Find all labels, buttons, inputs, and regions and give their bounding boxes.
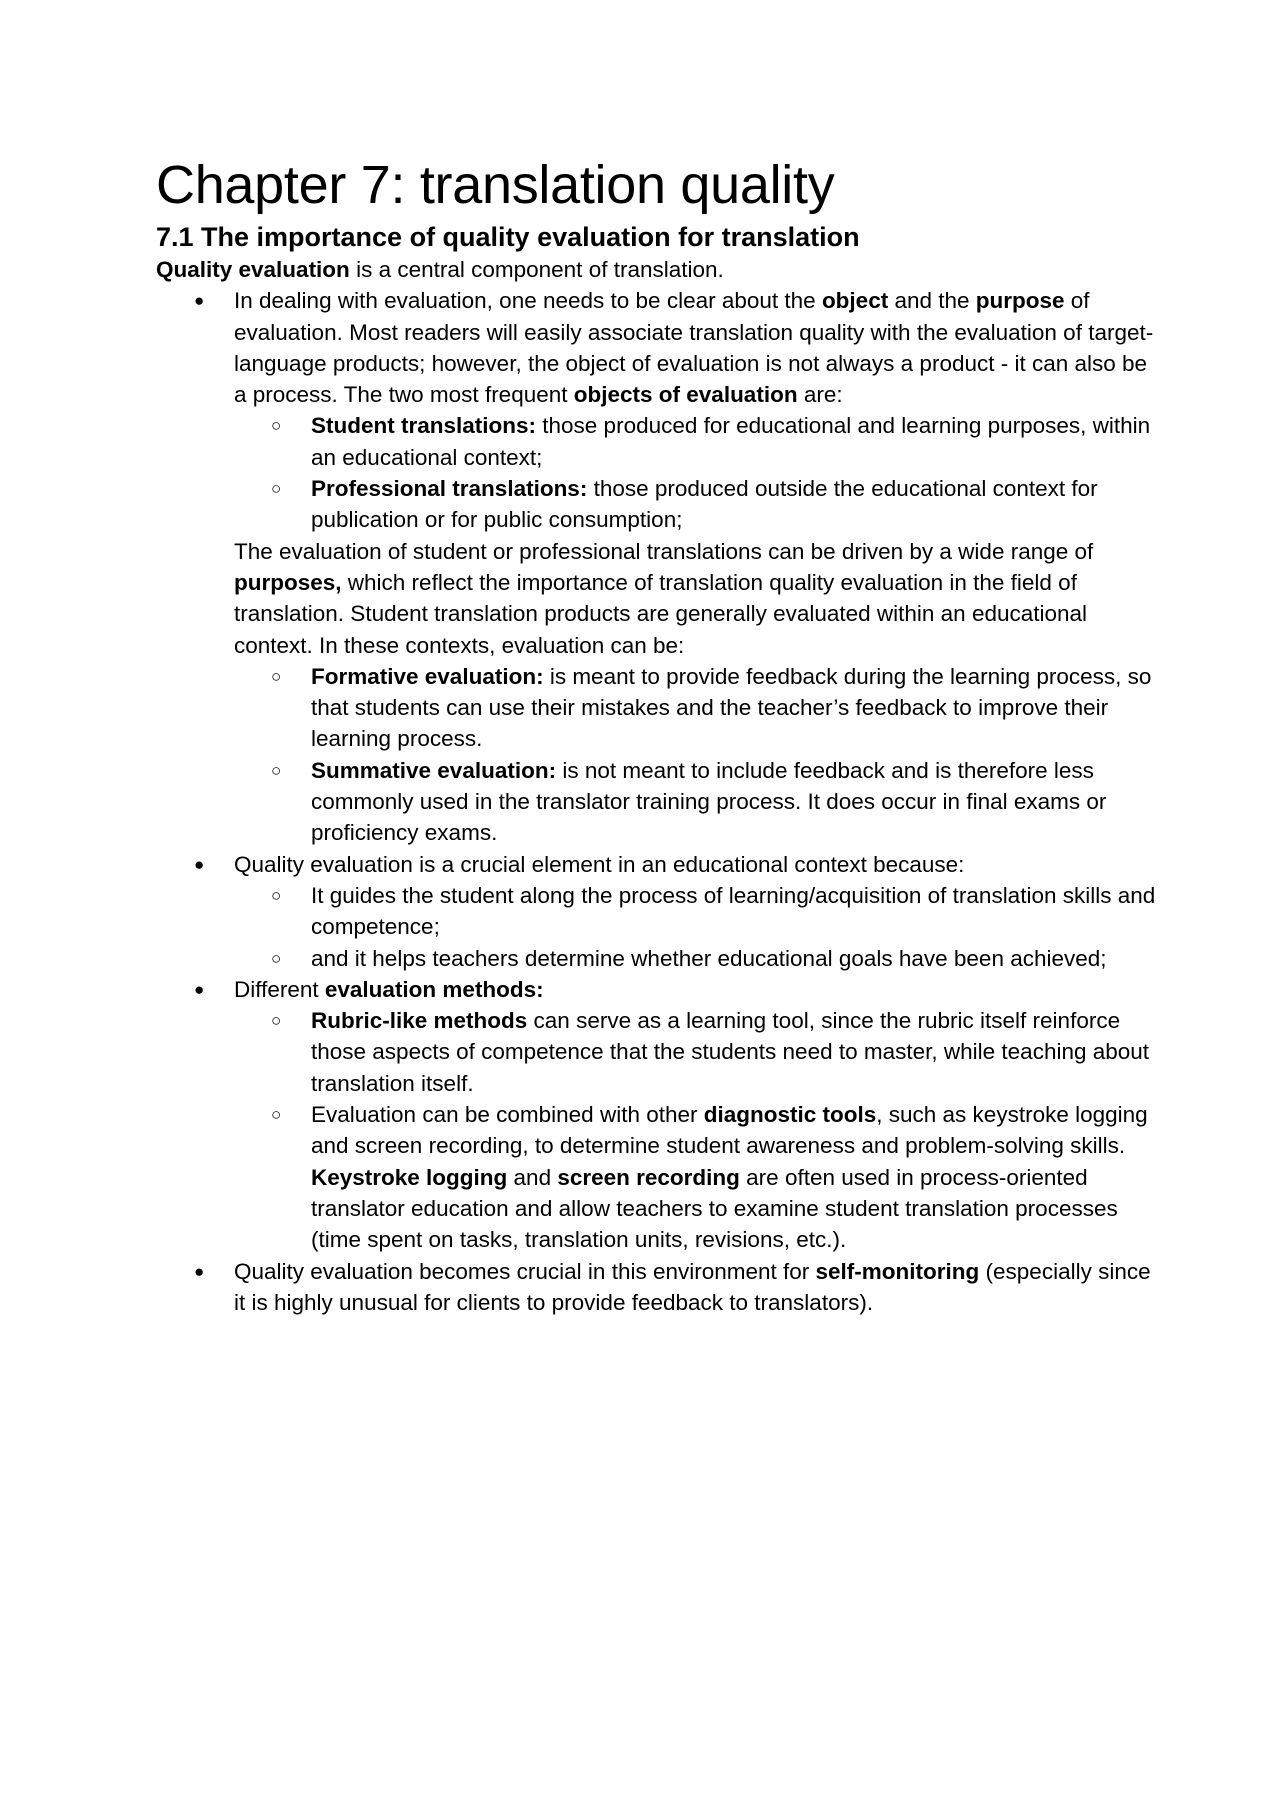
sub-bullet-icon: ○ (271, 416, 282, 436)
bullet-icon: ● (194, 1261, 205, 1281)
sub-list-item (156, 880, 1156, 943)
main-bullet-list (156, 974, 1156, 1005)
text-run: The evaluation of student or professional translations can be driven by a wide range of (234, 538, 1094, 564)
list-item (156, 974, 1156, 1005)
text-run: those produced outside the educational context for publication or for public consumption; (311, 476, 1098, 533)
text-run: Different (234, 976, 325, 1002)
text-run: those produced for educational and learning purposes, within an educational context; (311, 413, 1151, 470)
text-run: is not meant to include feedback and is therefore less commonly used in the translator training process. It does occur in final exams or proficiency exams. (311, 757, 1107, 846)
bold-term: purpose (975, 288, 1065, 314)
sub-bullet-icon: ○ (271, 479, 282, 499)
bullet-icon: ● (194, 979, 205, 999)
text-run: and the (888, 288, 976, 314)
bold-term: Keystroke logging (311, 1164, 508, 1190)
sub-list-item (156, 473, 1156, 536)
sub-list-item (156, 943, 1156, 974)
bold-term: Quality evaluation (156, 257, 350, 282)
bold-term: evaluation methods: (324, 976, 544, 1002)
document-page (156, 152, 1156, 1318)
bold-term: object (821, 288, 889, 314)
sub-bullet-icon: ○ (271, 760, 282, 780)
bullet-icon: ● (194, 854, 205, 874)
bold-term: Student translations: (311, 413, 537, 439)
bold-term: Summative evaluation: (311, 757, 557, 783)
bold-term: objects of evaluation (573, 382, 798, 408)
sub-list-item (156, 1099, 1156, 1255)
sub-list-item (156, 410, 1156, 473)
text-run: Quality evaluation becomes crucial in this environment for (234, 1258, 816, 1284)
bullet-icon: ● (194, 291, 205, 311)
chapter-title: Chapter 7: translation quality (156, 155, 835, 215)
bold-term: Rubric-like methods (311, 1008, 528, 1034)
text-run: In dealing with evaluation, one needs to be clear about the (234, 288, 822, 314)
text-run: is a central component of translation. (349, 257, 724, 282)
sub-bullet-icon: ○ (271, 948, 282, 968)
text-run: , such as keystroke logging and screen recording, to determine student awareness and problem-solving skills. (311, 1102, 1148, 1159)
sub-bullet-icon: ○ (271, 1105, 282, 1125)
text-run: of evaluation. Most readers will easily associate translation quality with the evaluation of target-language products; however, the object of evaluation is not always a product - it can also be a process. The two most frequent (234, 288, 1154, 408)
sub-bullet-list (156, 880, 1156, 974)
sub-bullet-list (156, 661, 1156, 849)
sub-list-item (156, 755, 1156, 849)
main-bullet-list (156, 285, 1156, 410)
text-run: which reflect the importance of translation quality evaluation in the field of translation. Student translation products are generally evaluated within an educational context. In these contexts, evaluation can be: (234, 569, 1088, 658)
text-run: It guides the student along the process of learning/acquisition of translation skills and competence; (311, 882, 1156, 940)
main-bullet-list (156, 849, 1156, 880)
continuation-paragraph (156, 536, 1156, 661)
text-run: are: (797, 382, 843, 408)
bold-term: Formative evaluation: (311, 663, 544, 689)
list-item (156, 1256, 1156, 1319)
text-run: Evaluation can be combined with other (311, 1102, 704, 1128)
main-bullet-list (156, 1256, 1156, 1319)
bold-term: diagnostic tools (703, 1102, 877, 1128)
bold-term: screen recording (557, 1164, 740, 1190)
list-item (156, 285, 1156, 410)
sub-bullet-icon: ○ (271, 666, 282, 686)
text-run: can serve as a learning tool, since the rubric itself reinforce those aspects of competence that the students need to master, while teaching about translation itself. (311, 1008, 1150, 1096)
text-run: (especially since it is highly unusual for clients to provide feedback to translators). (234, 1258, 1151, 1315)
sub-list-item (156, 1005, 1156, 1099)
list-item (156, 849, 1156, 880)
text-run: and it helps teachers determine whether educational goals have been achieved; (311, 945, 1107, 971)
section-heading: 7.1 The importance of quality evaluation for translation (156, 222, 860, 252)
sub-list-item (156, 661, 1156, 755)
sub-bullet-icon: ○ (271, 1011, 282, 1031)
text-run: is meant to provide feedback during the learning process, so that students can use their mistakes and the teacher’s feedback to improve their learning process. (311, 663, 1152, 752)
bold-term: Professional translations: (311, 476, 588, 502)
intro-paragraph (156, 254, 1156, 285)
sub-bullet-list (156, 410, 1156, 535)
text-run: Quality evaluation is a crucial element in an educational context because: (234, 851, 965, 877)
sub-bullet-list (156, 1005, 1156, 1255)
bold-term: self-monitoring (815, 1258, 980, 1284)
text-run: are often used in process-oriented translator education and allow teachers to examine student translation processes (time spent on tasks, translation units, revisions, etc.). (311, 1164, 1118, 1253)
sub-bullet-icon: ○ (271, 885, 282, 905)
text-run: and (507, 1164, 558, 1190)
bold-term: purposes, (234, 569, 342, 595)
